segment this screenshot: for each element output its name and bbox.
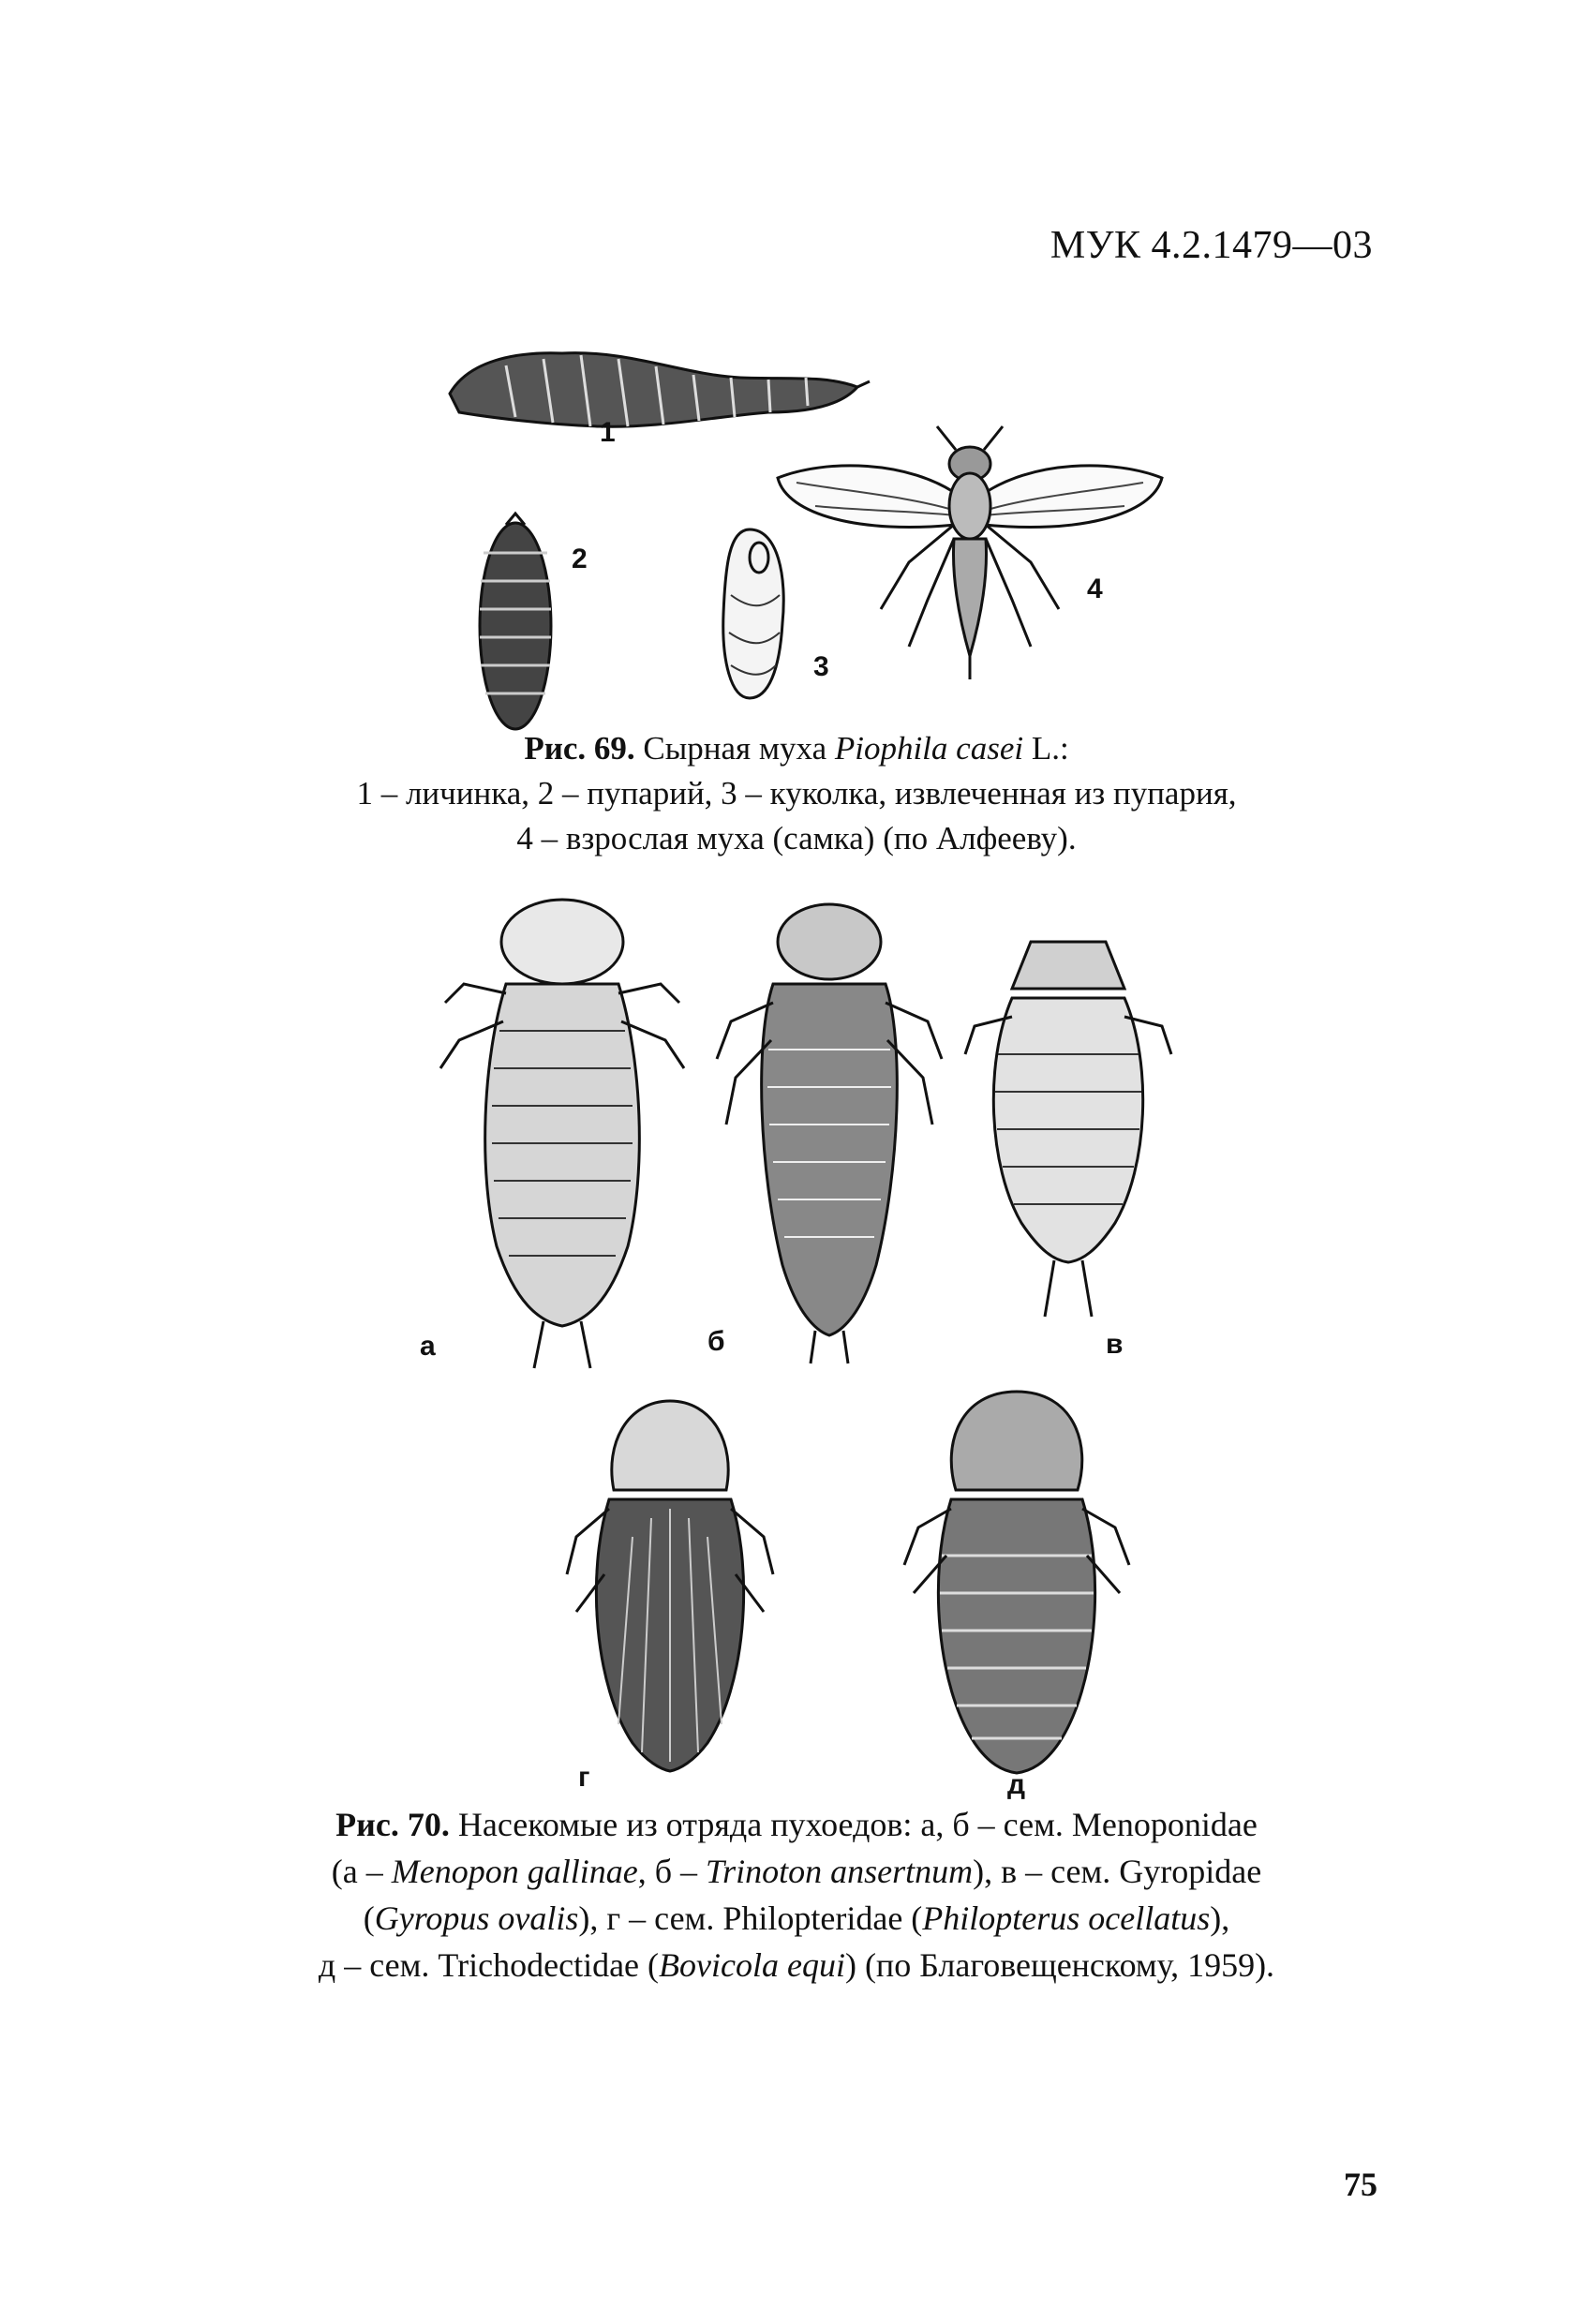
louse-g-illustration (558, 1387, 782, 1780)
label-v: в (1106, 1329, 1124, 1360)
label-pupa: 3 (813, 651, 829, 682)
caption-70-label: Рис. 70. (335, 1806, 450, 1843)
document-code-header: МУК 4.2.1479—03 (1050, 224, 1373, 267)
species-name: Piophila casei (834, 730, 1024, 767)
louse-b-illustration (707, 890, 951, 1368)
louse-d-illustration (895, 1378, 1139, 1790)
label-puparium: 2 (572, 544, 588, 574)
caption-69-line2: 1 – личинка, 2 – пупарий, 3 – куколка, извлеченная из пупария, (356, 775, 1237, 812)
label-g: г (578, 1762, 590, 1793)
label-a: а (420, 1331, 436, 1362)
caption-69-line1: Рис. 69. Сырная муха Piophila casei L.: (524, 730, 1069, 767)
label-b: б (707, 1326, 725, 1357)
label-adult: 4 (1087, 574, 1103, 604)
label-d: д (1007, 1769, 1026, 1800)
caption-70-line3: (Gyropus ovalis), г – сем. Philopteridae (Philopterus ocellatus), (363, 1899, 1230, 1937)
figure-69-caption (0, 726, 1593, 861)
figure-70-caption (0, 1801, 1593, 1989)
louse-a-illustration (426, 890, 698, 1378)
caption-69-label: Рис. 69. (524, 730, 635, 767)
louse-v-illustration (956, 923, 1181, 1326)
caption-70-line1: Рис. 70. Насекомые из отряда пухоедов: а, б – сем. Menoponidae (335, 1806, 1258, 1843)
label-larva: 1 (600, 417, 616, 448)
caption-70-line4: д – сем. Trichodectidae (Bovicola equi) (по Благовещенскому, 1959). (318, 1946, 1275, 1984)
adult-fly-illustration (768, 422, 1171, 693)
caption-70-line2: (а – Menopon gallinae, б – Trinoton ansertnum), в – сем. Gyropidae (331, 1853, 1262, 1890)
puparium-illustration (469, 506, 562, 740)
page-number: 75 (1344, 2166, 1377, 2203)
caption-69-line3: 4 – взрослая муха (самка) (по Алфееву). (516, 820, 1077, 857)
